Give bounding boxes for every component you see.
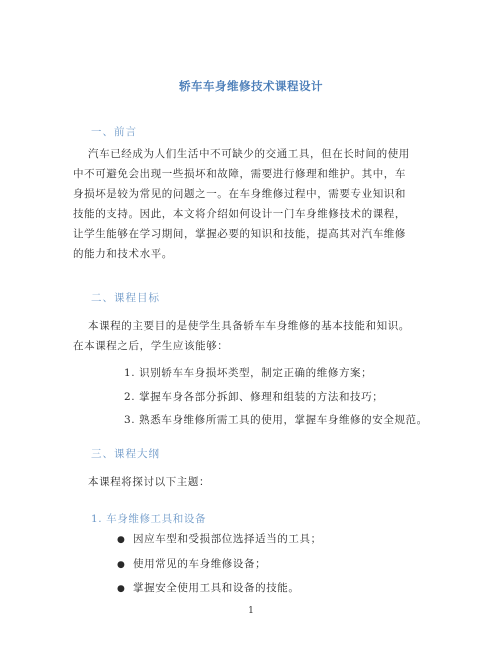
bullet-icon: ● [117,584,126,594]
section-heading-outline: 三、课程大纲 [91,448,160,460]
intro-line: 中不可避免会出现一些损坏和故障，需要进行修理和维护。其中，车 [73,168,406,180]
bullet-icon: ● [117,535,126,545]
outline-intro-line: 本课程将探讨以下主题： [88,476,211,488]
bullet-item [117,577,322,602]
goals-line: 在本课程之后，学生应该能够： [73,340,229,352]
goals-list-item: 2. 掌握车身各部分拆卸、修理和组装的方法和技巧； [124,390,384,403]
goals-line: 本课程的主要目的是使学生具备轿车车身维修的基本技能和知识。 [88,320,410,332]
bullet-item [117,553,322,578]
outline-intro [88,472,210,492]
bullet-text: 使用常见的车身维修设备； [133,557,267,570]
topic-heading: 1. 车身维修工具和设备 [91,513,207,525]
goals-list-item: 3. 熟悉车身维修所需工具的使用，掌握车身维修的安全规范。 [124,414,428,426]
section-heading-intro: 一、前言 [91,126,137,138]
bullet-icon: ● [117,559,126,570]
intro-line: 身损坏是较为常见的问题之一。在车身维修过程中，需要专业知识和 [73,188,406,200]
goals-list [124,362,428,433]
intro-line: 技能的支持。因此，本文将介绍如何设计一门车身维修技术的课程， [73,208,406,220]
bullet-item [117,528,322,553]
page-number: 1 [248,606,254,616]
intro-paragraph [73,144,410,264]
bullet-text: 因应车型和受损部位选择适当的工具； [133,533,322,545]
document-title: 轿车车身维修技术课程设计 [179,79,323,93]
intro-line: 的能力和技术水平。 [73,248,173,260]
intro-line: 汽车已经成为人们生活中不可缺少的交通工具，但在长时间的使用 [88,148,410,160]
topic-bullet-list [117,528,322,602]
intro-line: 让学生能够在学习期间，掌握必要的知识和技能，提高其对汽车维修 [73,228,406,240]
goals-list-item: 1. 识别轿车车身损坏类型，制定正确的维修方案； [124,367,373,379]
bullet-text: 掌握安全使用工具和设备的技能。 [133,582,300,594]
goals-paragraph [73,316,410,356]
section-heading-goals: 二、课程目标 [91,292,160,304]
